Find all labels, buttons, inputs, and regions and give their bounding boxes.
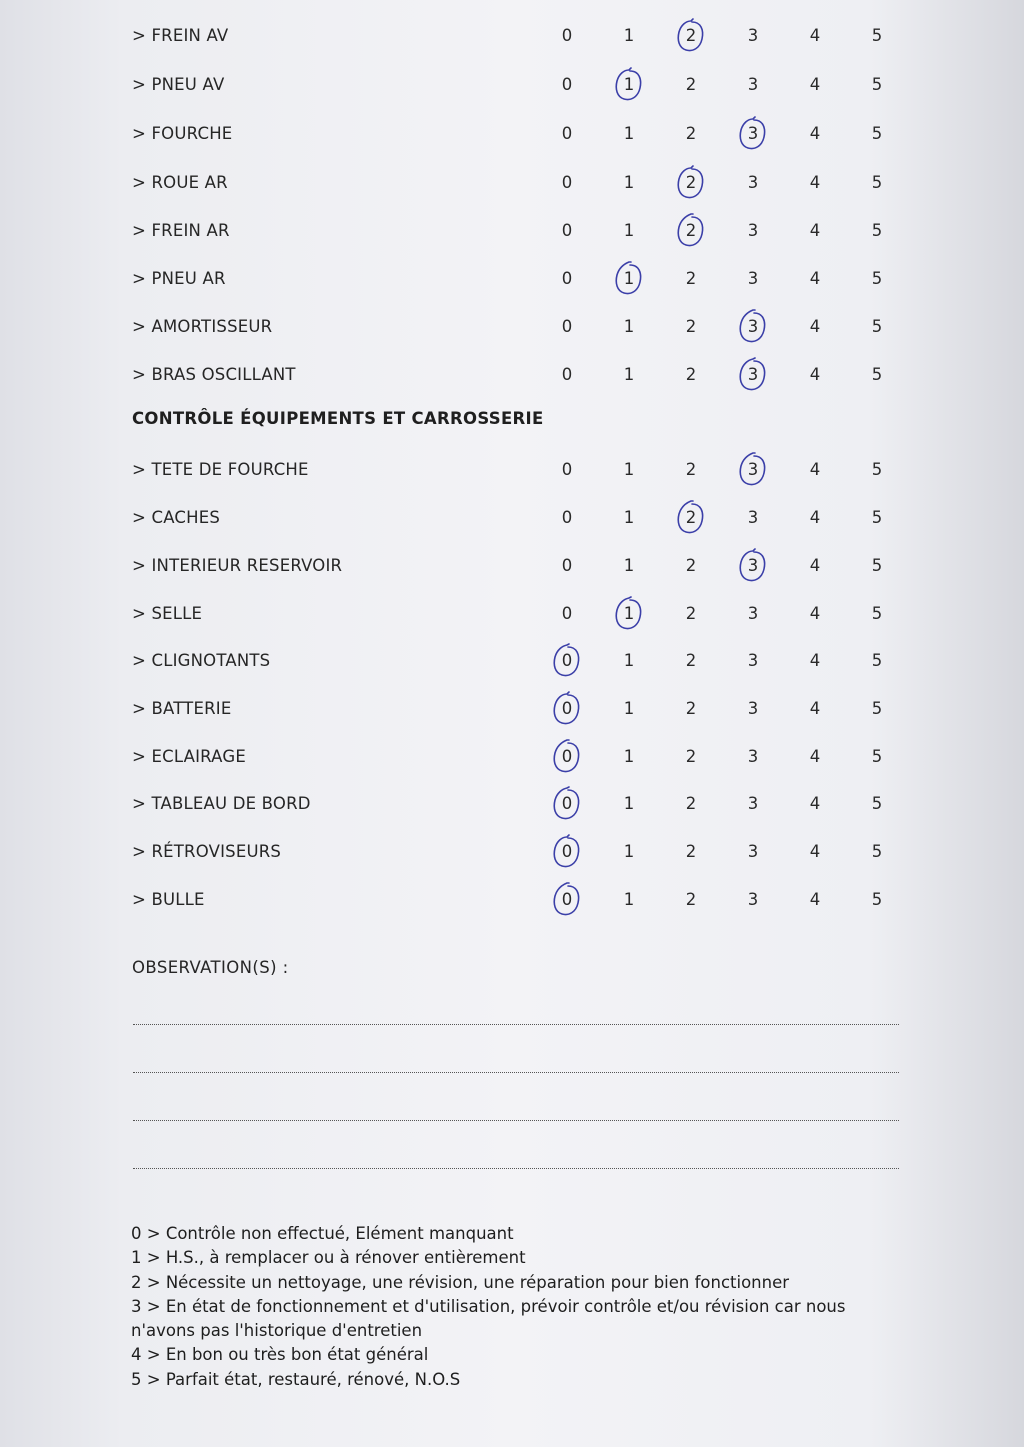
- item-label: > RÉTROVISEURS: [132, 842, 282, 861]
- rating-value: 2: [685, 556, 697, 575]
- rating-value: 1: [623, 173, 635, 192]
- observation-line[interactable]: [133, 1024, 899, 1025]
- item-label: > BRAS OSCILLANT: [132, 365, 296, 384]
- rating-option-selected[interactable]: [552, 651, 582, 670]
- observation-line[interactable]: [133, 1072, 899, 1073]
- rating-option[interactable]: [738, 794, 768, 813]
- rating-option[interactable]: [676, 699, 706, 718]
- rating-option[interactable]: [676, 124, 706, 143]
- observation-line[interactable]: [133, 1168, 899, 1169]
- inspection-row: [0, 502, 1024, 532]
- rating-value: 0: [561, 221, 573, 240]
- rating-value: 2: [685, 221, 697, 240]
- rating-value: 2: [685, 173, 697, 192]
- rating-value: 5: [871, 651, 883, 670]
- rating-option[interactable]: [614, 699, 644, 718]
- rating-option[interactable]: [676, 75, 706, 94]
- rating-value: 5: [871, 604, 883, 623]
- rating-option[interactable]: [676, 269, 706, 288]
- rating-value: 0: [561, 842, 573, 861]
- rating-option[interactable]: [738, 890, 768, 909]
- rating-option[interactable]: [862, 794, 892, 813]
- rating-value: 3: [747, 699, 759, 718]
- legend-item: n'avons pas l'historique d'entretien: [131, 1321, 423, 1341]
- item-label: > ROUE AR: [132, 173, 228, 192]
- rating-value: 4: [809, 699, 821, 718]
- rating-value: 0: [561, 604, 573, 623]
- rating-option[interactable]: [552, 221, 582, 240]
- rating-option[interactable]: [738, 221, 768, 240]
- rating-value: 4: [809, 173, 821, 192]
- rating-option-selected[interactable]: [552, 842, 582, 861]
- item-label: > PNEU AV: [132, 75, 225, 94]
- rating-option[interactable]: [862, 221, 892, 240]
- rating-value: 0: [561, 365, 573, 384]
- rating-option-selected[interactable]: [676, 221, 706, 240]
- rating-value: 5: [871, 460, 883, 479]
- rating-value: 5: [871, 842, 883, 861]
- rating-value: 1: [623, 508, 635, 527]
- item-label: > TETE DE FOURCHE: [132, 460, 309, 479]
- rating-option-selected[interactable]: [676, 26, 706, 45]
- item-label: > FOURCHE: [132, 124, 233, 143]
- rating-value: 0: [561, 747, 573, 766]
- rating-value: 5: [871, 317, 883, 336]
- rating-value: 0: [561, 317, 573, 336]
- rating-option[interactable]: [614, 317, 644, 336]
- rating-value: 1: [623, 651, 635, 670]
- legend-item: 5 > Parfait état, restauré, rénové, N.O.S: [131, 1369, 461, 1389]
- rating-value: 1: [623, 221, 635, 240]
- inspection-row: [0, 454, 1024, 484]
- rating-value: 3: [747, 365, 759, 384]
- rating-option[interactable]: [800, 699, 830, 718]
- inspection-row: [0, 741, 1024, 771]
- rating-option-selected[interactable]: [552, 890, 582, 909]
- inspection-row: [0, 263, 1024, 293]
- rating-value: 5: [871, 173, 883, 192]
- inspection-row: [0, 69, 1024, 99]
- rating-option[interactable]: [862, 508, 892, 527]
- rating-value: 2: [685, 508, 697, 527]
- legend-item: 2 > Nécessite un nettoyage, une révision, une réparation pour bien fonctionner: [131, 1272, 790, 1292]
- rating-value: 3: [747, 556, 759, 575]
- rating-option[interactable]: [862, 124, 892, 143]
- rating-value: 1: [623, 699, 635, 718]
- rating-value: 5: [871, 269, 883, 288]
- rating-option[interactable]: [552, 317, 582, 336]
- rating-option[interactable]: [862, 365, 892, 384]
- rating-option[interactable]: [800, 460, 830, 479]
- rating-value: 5: [871, 508, 883, 527]
- rating-value: 3: [747, 221, 759, 240]
- rating-value: 5: [871, 794, 883, 813]
- rating-option[interactable]: [800, 651, 830, 670]
- rating-value: 0: [561, 651, 573, 670]
- rating-value: 3: [747, 651, 759, 670]
- rating-value: 4: [809, 269, 821, 288]
- rating-value: 0: [561, 26, 573, 45]
- rating-value: 1: [623, 604, 635, 623]
- rating-option[interactable]: [676, 794, 706, 813]
- inspection-row: [0, 645, 1024, 675]
- rating-option[interactable]: [614, 508, 644, 527]
- rating-value: 3: [747, 890, 759, 909]
- rating-option-selected[interactable]: [552, 794, 582, 813]
- rating-value: 1: [623, 556, 635, 575]
- rating-option[interactable]: [862, 173, 892, 192]
- rating-value: 5: [871, 26, 883, 45]
- rating-value: 1: [623, 75, 635, 94]
- rating-option-selected[interactable]: [676, 508, 706, 527]
- item-label: > BATTERIE: [132, 699, 232, 718]
- rating-value: 5: [871, 747, 883, 766]
- rating-option[interactable]: [738, 699, 768, 718]
- rating-option[interactable]: [676, 556, 706, 575]
- rating-value: 0: [561, 460, 573, 479]
- rating-option[interactable]: [800, 173, 830, 192]
- item-label: > FREIN AV: [132, 26, 229, 45]
- rating-option[interactable]: [862, 747, 892, 766]
- rating-value: 3: [747, 842, 759, 861]
- legend-item: 3 > En état de fonctionnement et d'utilisation, prévoir contrôle et/ou révision car nous: [131, 1296, 846, 1316]
- rating-option-selected[interactable]: [552, 747, 582, 766]
- rating-option[interactable]: [552, 365, 582, 384]
- rating-value: 0: [561, 794, 573, 813]
- rating-option[interactable]: [738, 747, 768, 766]
- rating-option[interactable]: [800, 221, 830, 240]
- rating-value: 5: [871, 890, 883, 909]
- rating-value: 5: [871, 365, 883, 384]
- rating-value: 3: [747, 460, 759, 479]
- rating-option-selected[interactable]: [738, 317, 768, 336]
- rating-value: 4: [809, 842, 821, 861]
- rating-value: 1: [623, 890, 635, 909]
- rating-option[interactable]: [614, 747, 644, 766]
- rating-value: 2: [685, 747, 697, 766]
- rating-option[interactable]: [800, 794, 830, 813]
- rating-option[interactable]: [800, 365, 830, 384]
- item-label: > INTERIEUR RESERVOIR: [132, 556, 343, 575]
- rating-value: 4: [809, 317, 821, 336]
- rating-option[interactable]: [862, 26, 892, 45]
- rating-value: 3: [747, 173, 759, 192]
- item-label: > CACHES: [132, 508, 221, 527]
- rating-value: 5: [871, 699, 883, 718]
- rating-value: 3: [747, 75, 759, 94]
- rating-option[interactable]: [614, 221, 644, 240]
- rating-value: 2: [685, 26, 697, 45]
- rating-value: 4: [809, 365, 821, 384]
- rating-option[interactable]: [614, 460, 644, 479]
- rating-option[interactable]: [738, 269, 768, 288]
- rating-legend: [131, 1222, 911, 1392]
- rating-option[interactable]: [738, 604, 768, 623]
- rating-option-selected[interactable]: [738, 124, 768, 143]
- rating-value: 1: [623, 317, 635, 336]
- rating-option[interactable]: [614, 556, 644, 575]
- rating-value: 3: [747, 604, 759, 623]
- rating-option[interactable]: [676, 317, 706, 336]
- section-title: CONTRÔLE ÉQUIPEMENTS ET CARROSSERIE: [132, 409, 544, 428]
- rating-option[interactable]: [738, 173, 768, 192]
- rating-option[interactable]: [614, 26, 644, 45]
- rating-option-selected[interactable]: [614, 269, 644, 288]
- rating-option[interactable]: [614, 794, 644, 813]
- rating-value: 2: [685, 890, 697, 909]
- observations-label: OBSERVATION(S) :: [132, 958, 289, 977]
- rating-option[interactable]: [552, 604, 582, 623]
- legend-item: 1 > H.S., à remplacer ou à rénover entièrement: [131, 1248, 526, 1268]
- rating-option[interactable]: [552, 508, 582, 527]
- rating-value: 3: [747, 794, 759, 813]
- rating-value: 4: [809, 747, 821, 766]
- rating-option[interactable]: [738, 651, 768, 670]
- rating-value: 1: [623, 365, 635, 384]
- rating-value: 0: [561, 269, 573, 288]
- rating-option[interactable]: [676, 365, 706, 384]
- rating-option-selected[interactable]: [614, 604, 644, 623]
- rating-option[interactable]: [862, 556, 892, 575]
- rating-value: 1: [623, 842, 635, 861]
- rating-option[interactable]: [800, 317, 830, 336]
- rating-option[interactable]: [738, 842, 768, 861]
- rating-value: 2: [685, 365, 697, 384]
- rating-option-selected[interactable]: [552, 699, 582, 718]
- rating-value: 3: [747, 124, 759, 143]
- rating-value: 5: [871, 556, 883, 575]
- rating-value: 0: [561, 75, 573, 94]
- rating-option[interactable]: [738, 26, 768, 45]
- rating-option[interactable]: [614, 842, 644, 861]
- rating-value: 4: [809, 508, 821, 527]
- rating-option[interactable]: [552, 556, 582, 575]
- rating-value: 4: [809, 604, 821, 623]
- rating-value: 2: [685, 317, 697, 336]
- inspection-row: [0, 215, 1024, 245]
- rating-option[interactable]: [800, 269, 830, 288]
- rating-option[interactable]: [552, 460, 582, 479]
- rating-value: 5: [871, 124, 883, 143]
- rating-option[interactable]: [862, 699, 892, 718]
- rating-value: 2: [685, 75, 697, 94]
- rating-value: 1: [623, 460, 635, 479]
- rating-value: 2: [685, 842, 697, 861]
- rating-option[interactable]: [738, 75, 768, 94]
- legend-item: 0 > Contrôle non effectué, Elément manquant: [131, 1224, 514, 1243]
- rating-option-selected[interactable]: [614, 75, 644, 94]
- observation-line[interactable]: [133, 1120, 899, 1121]
- rating-option[interactable]: [676, 604, 706, 623]
- rating-option[interactable]: [800, 842, 830, 861]
- rating-value: 1: [623, 269, 635, 288]
- rating-option[interactable]: [862, 317, 892, 336]
- rating-value: 0: [561, 124, 573, 143]
- rating-option[interactable]: [862, 604, 892, 623]
- rating-option[interactable]: [800, 124, 830, 143]
- item-label: > PNEU AR: [132, 269, 226, 288]
- rating-value: 1: [623, 124, 635, 143]
- rating-value: 2: [685, 460, 697, 479]
- rating-value: 2: [685, 124, 697, 143]
- rating-value: 4: [809, 794, 821, 813]
- rating-option[interactable]: [676, 747, 706, 766]
- rating-option[interactable]: [614, 124, 644, 143]
- rating-value: 2: [685, 699, 697, 718]
- rating-value: 1: [623, 747, 635, 766]
- legend-item: 4 > En bon ou très bon état général: [131, 1345, 429, 1365]
- rating-value: 0: [561, 173, 573, 192]
- inspection-row: [0, 884, 1024, 914]
- rating-value: 4: [809, 460, 821, 479]
- rating-value: 4: [809, 26, 821, 45]
- rating-option[interactable]: [800, 890, 830, 909]
- inspection-row: [0, 836, 1024, 866]
- rating-option[interactable]: [862, 842, 892, 861]
- inspection-row: [0, 693, 1024, 723]
- item-label: > ECLAIRAGE: [132, 747, 246, 766]
- rating-value: 4: [809, 890, 821, 909]
- inspection-row: [0, 167, 1024, 197]
- rating-value: 0: [561, 890, 573, 909]
- rating-option[interactable]: [676, 842, 706, 861]
- rating-option[interactable]: [800, 75, 830, 94]
- rating-value: 5: [871, 221, 883, 240]
- rating-value: 4: [809, 221, 821, 240]
- rating-value: 3: [747, 26, 759, 45]
- rating-option[interactable]: [552, 26, 582, 45]
- rating-value: 3: [747, 317, 759, 336]
- inspection-row: [0, 359, 1024, 389]
- rating-option[interactable]: [800, 26, 830, 45]
- rating-value: 3: [747, 269, 759, 288]
- rating-option-selected[interactable]: [738, 365, 768, 384]
- rating-option[interactable]: [862, 890, 892, 909]
- rating-value: 1: [623, 26, 635, 45]
- rating-option[interactable]: [552, 124, 582, 143]
- item-label: > TABLEAU DE BORD: [132, 794, 311, 813]
- rating-value: 0: [561, 508, 573, 527]
- rating-option[interactable]: [614, 365, 644, 384]
- rating-option-selected[interactable]: [738, 460, 768, 479]
- rating-value: 5: [871, 75, 883, 94]
- item-label: > AMORTISSEUR: [132, 317, 273, 336]
- inspection-row: [0, 550, 1024, 580]
- rating-option[interactable]: [614, 890, 644, 909]
- rating-value: 1: [623, 794, 635, 813]
- item-label: > CLIGNOTANTS: [132, 651, 271, 670]
- rating-option[interactable]: [800, 604, 830, 623]
- rating-option[interactable]: [676, 890, 706, 909]
- rating-option[interactable]: [862, 269, 892, 288]
- item-label: > BULLE: [132, 890, 205, 909]
- inspection-row: [0, 788, 1024, 818]
- rating-value: 2: [685, 604, 697, 623]
- rating-value: 3: [747, 747, 759, 766]
- rating-value: 4: [809, 556, 821, 575]
- rating-option[interactable]: [862, 460, 892, 479]
- inspection-row: [0, 118, 1024, 148]
- item-label: > SELLE: [132, 604, 203, 623]
- rating-option[interactable]: [800, 556, 830, 575]
- rating-value: 0: [561, 699, 573, 718]
- rating-value: 2: [685, 269, 697, 288]
- rating-option-selected[interactable]: [676, 173, 706, 192]
- rating-option[interactable]: [738, 508, 768, 527]
- rating-option[interactable]: [862, 651, 892, 670]
- rating-value: 2: [685, 651, 697, 670]
- inspection-row: [0, 20, 1024, 50]
- rating-option[interactable]: [800, 508, 830, 527]
- rating-option[interactable]: [676, 651, 706, 670]
- rating-option[interactable]: [552, 75, 582, 94]
- rating-value: 0: [561, 556, 573, 575]
- inspection-row: [0, 598, 1024, 628]
- rating-value: 4: [809, 124, 821, 143]
- rating-value: 4: [809, 651, 821, 670]
- rating-option[interactable]: [614, 651, 644, 670]
- rating-option[interactable]: [552, 173, 582, 192]
- rating-option[interactable]: [862, 75, 892, 94]
- rating-option[interactable]: [800, 747, 830, 766]
- rating-value: 3: [747, 508, 759, 527]
- rating-option[interactable]: [676, 460, 706, 479]
- rating-value: 2: [685, 794, 697, 813]
- rating-option[interactable]: [614, 173, 644, 192]
- rating-value: 4: [809, 75, 821, 94]
- inspection-row: [0, 311, 1024, 341]
- rating-option-selected[interactable]: [738, 556, 768, 575]
- rating-option[interactable]: [552, 269, 582, 288]
- item-label: > FREIN AR: [132, 221, 230, 240]
